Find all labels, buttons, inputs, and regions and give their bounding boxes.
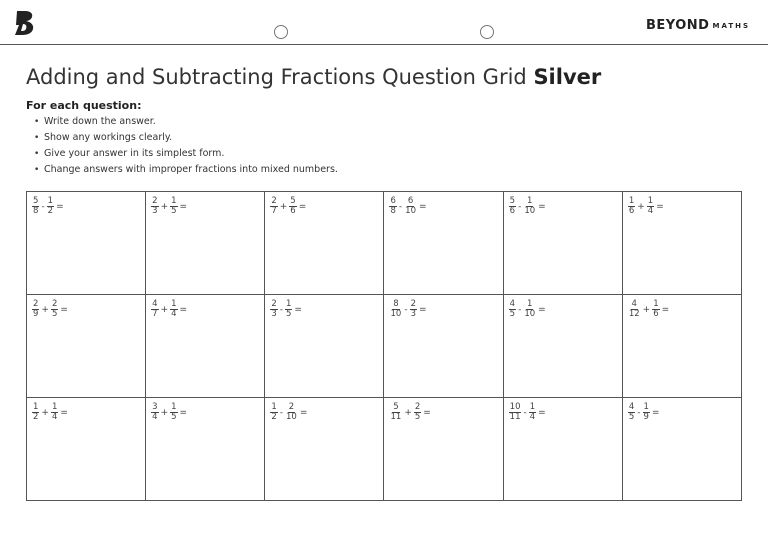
denominator: 2: [47, 206, 54, 216]
question-cell[interactable]: [504, 192, 623, 295]
question-cell[interactable]: [146, 192, 265, 295]
fraction: [47, 197, 54, 216]
question-expression: [628, 300, 671, 319]
question-cell[interactable]: [265, 398, 384, 501]
question-cell[interactable]: [146, 295, 265, 398]
numerator: 4: [152, 299, 158, 309]
numerator: 2: [288, 402, 295, 412]
equals-sign: =: [179, 201, 188, 212]
numerator: 1: [286, 299, 292, 309]
operator: -: [518, 304, 522, 315]
denominator: 9: [33, 309, 39, 319]
fraction: [389, 300, 402, 319]
denominator: 2: [271, 412, 277, 422]
numerator: 2: [33, 299, 39, 309]
numerator: 2: [410, 299, 416, 309]
denominator: 5: [414, 412, 421, 422]
denominator: 5: [171, 206, 177, 216]
fraction: [628, 300, 641, 319]
operator: -: [518, 201, 522, 212]
numerator: 6: [390, 196, 396, 206]
numerator: 1: [271, 402, 277, 412]
equals-sign: =: [538, 407, 546, 418]
fraction: [523, 197, 536, 216]
equals-sign: =: [423, 407, 431, 418]
numerator: 2: [51, 299, 58, 309]
denominator: 7: [152, 309, 158, 319]
denominator: 3: [152, 206, 158, 216]
equals-sign: =: [179, 407, 188, 418]
fraction: [389, 197, 396, 216]
denominator: 8: [390, 206, 396, 216]
numerator: 4: [509, 299, 516, 309]
numerator: 1: [647, 196, 654, 206]
denominator: 4: [529, 412, 536, 422]
numerator: 5: [393, 402, 399, 412]
instruction-item: • Change answers with improper fractions into mixed numbers.: [34, 164, 338, 175]
denominator: 5: [171, 412, 177, 422]
fraction: [151, 403, 158, 422]
equals-sign: =: [60, 304, 68, 315]
numerator: 3: [152, 402, 158, 412]
denominator: 10: [524, 309, 536, 319]
question-expression: [32, 403, 70, 422]
question-expression: [151, 403, 189, 422]
fraction: [270, 197, 277, 216]
numerator: 2: [271, 299, 277, 309]
numerator: 1: [529, 402, 536, 412]
operator: +: [160, 407, 169, 418]
numerator: 1: [51, 402, 58, 412]
question-cell[interactable]: [384, 192, 503, 295]
question-cell[interactable]: [504, 398, 623, 501]
equals-sign: =: [538, 304, 546, 315]
beyond-logo-icon: [14, 10, 36, 36]
denominator: 10: [405, 206, 416, 216]
numerator: 4: [631, 299, 637, 309]
operator: -: [41, 201, 45, 212]
question-cell[interactable]: [265, 192, 384, 295]
denominator: 4: [171, 309, 177, 319]
operator: +: [279, 201, 288, 212]
fraction: [170, 403, 177, 422]
operator: +: [642, 304, 651, 315]
numerator: 1: [171, 196, 177, 206]
numerator: 1: [33, 402, 39, 412]
instruction-item: • Give your answer in its simplest form.: [34, 148, 225, 159]
equals-sign: =: [656, 201, 664, 212]
fraction: [628, 197, 635, 216]
question-grid: [26, 191, 742, 501]
fraction: [285, 300, 292, 319]
denominator: 10: [390, 309, 402, 319]
instructions-list: [34, 115, 338, 179]
question-expression: [389, 197, 428, 216]
fraction: [404, 197, 417, 216]
denominator: 4: [152, 412, 158, 422]
fraction: [389, 403, 402, 422]
question-expression: [32, 300, 70, 319]
equals-sign: =: [299, 407, 308, 418]
brand-sub: MATHS: [712, 22, 750, 30]
fraction: [51, 403, 58, 422]
fraction: [285, 403, 298, 422]
question-expression: [509, 197, 548, 216]
fraction: [151, 300, 158, 319]
equals-sign: =: [298, 201, 307, 212]
question-cell[interactable]: [623, 295, 742, 398]
numerator: 2: [152, 196, 158, 206]
title-text: Adding and Subtracting Fractions Question Grid: [26, 65, 527, 89]
denominator: 4: [647, 206, 654, 216]
question-cell[interactable]: [384, 295, 503, 398]
fraction: [170, 300, 177, 319]
denominator: 5: [509, 309, 516, 319]
numerator: 1: [171, 299, 177, 309]
question-cell[interactable]: [623, 192, 742, 295]
denominator: 3: [271, 309, 277, 319]
question-expression: [389, 300, 428, 319]
question-expression: [270, 403, 309, 422]
operator: -: [404, 304, 408, 315]
denominator: 6: [509, 206, 516, 216]
denominator: 6: [290, 206, 296, 216]
denominator: 5: [51, 309, 58, 319]
denominator: 5: [286, 309, 292, 319]
numerator: 10: [509, 402, 521, 412]
fraction: [51, 300, 58, 319]
punch-hole-icon: [274, 25, 288, 39]
question-expression: [509, 403, 548, 422]
fraction: [652, 300, 659, 319]
denominator: 9: [643, 412, 649, 422]
denominator: 3: [410, 309, 416, 319]
denominator: 4: [51, 412, 58, 422]
numerator: 1: [628, 196, 635, 206]
denominator: 6: [653, 309, 659, 319]
page-title: [26, 65, 601, 89]
denominator: 8: [33, 206, 39, 216]
punch-hole-icon: [480, 25, 494, 39]
fraction: [32, 403, 39, 422]
denominator: 10: [286, 412, 297, 422]
numerator: 1: [47, 196, 54, 206]
denominator: 11: [390, 412, 402, 422]
denominator: 10: [524, 206, 536, 216]
fraction: [647, 197, 654, 216]
operator: -: [279, 304, 283, 315]
operator: +: [637, 201, 645, 212]
operator: +: [160, 201, 169, 212]
instruction-item: • Write down the answer.: [34, 116, 156, 127]
equals-sign: =: [651, 407, 660, 418]
fraction: [170, 197, 177, 216]
fraction: [32, 300, 39, 319]
denominator: 5: [628, 412, 635, 422]
instructions-heading: For each question:: [26, 99, 142, 112]
question-expression: [389, 403, 432, 422]
fraction: [151, 197, 158, 216]
equals-sign: =: [418, 201, 427, 212]
fraction: [289, 197, 296, 216]
operator: +: [160, 304, 169, 315]
question-expression: [628, 197, 666, 216]
fraction: [414, 403, 421, 422]
question-expression: [270, 197, 308, 216]
brand-main: BEYOND: [646, 18, 710, 33]
question-expression: [628, 403, 662, 422]
fraction: [509, 403, 522, 422]
numerator: 8: [393, 299, 399, 309]
denominator: 6: [628, 206, 635, 216]
numerator: 6: [407, 196, 414, 206]
fraction: [32, 197, 39, 216]
fraction: [523, 300, 536, 319]
numerator: 5: [33, 196, 39, 206]
operator: -: [398, 201, 403, 212]
equals-sign: =: [418, 304, 427, 315]
title-level: Silver: [533, 65, 602, 89]
fraction: [270, 300, 277, 319]
question-cell[interactable]: [27, 398, 146, 501]
fraction: [628, 403, 635, 422]
instruction-item: • Show any workings clearly.: [34, 132, 173, 143]
equals-sign: =: [56, 201, 64, 212]
question-cell[interactable]: [623, 398, 742, 501]
question-expression: [32, 197, 66, 216]
question-cell[interactable]: [384, 398, 503, 501]
question-expression: [151, 300, 189, 319]
question-cell[interactable]: [265, 295, 384, 398]
operator: +: [41, 407, 49, 418]
denominator: 2: [33, 412, 39, 422]
fraction: [509, 197, 516, 216]
fraction: [643, 403, 650, 422]
question-expression: [270, 300, 304, 319]
numerator: 2: [414, 402, 421, 412]
numerator: 5: [290, 196, 296, 206]
equals-sign: =: [661, 304, 670, 315]
operator: +: [41, 304, 49, 315]
denominator: 11: [509, 412, 521, 422]
fraction: [509, 300, 516, 319]
numerator: 2: [271, 196, 277, 206]
operator: -: [637, 407, 641, 418]
numerator: 5: [509, 196, 516, 206]
question-expression: [151, 197, 189, 216]
numerator: 1: [527, 299, 533, 309]
fraction: [529, 403, 536, 422]
numerator: 1: [527, 196, 533, 206]
fraction: [410, 300, 417, 319]
question-expression: [509, 300, 548, 319]
numerator: 1: [653, 299, 659, 309]
question-cell[interactable]: [27, 192, 146, 295]
operator: +: [404, 407, 412, 418]
brand-wordmark: [646, 14, 750, 33]
numerator: 1: [643, 402, 649, 412]
equals-sign: =: [60, 407, 68, 418]
denominator: 7: [271, 206, 277, 216]
question-cell[interactable]: [27, 295, 146, 398]
operator: -: [523, 407, 527, 418]
operator: -: [279, 407, 283, 418]
denominator: 12: [628, 309, 640, 319]
question-cell[interactable]: [504, 295, 623, 398]
question-cell[interactable]: [146, 398, 265, 501]
fraction: [270, 403, 277, 422]
numerator: 1: [171, 402, 177, 412]
equals-sign: =: [294, 304, 302, 315]
page-header: [0, 0, 768, 45]
equals-sign: =: [538, 201, 546, 212]
equals-sign: =: [179, 304, 188, 315]
numerator: 4: [628, 402, 635, 412]
